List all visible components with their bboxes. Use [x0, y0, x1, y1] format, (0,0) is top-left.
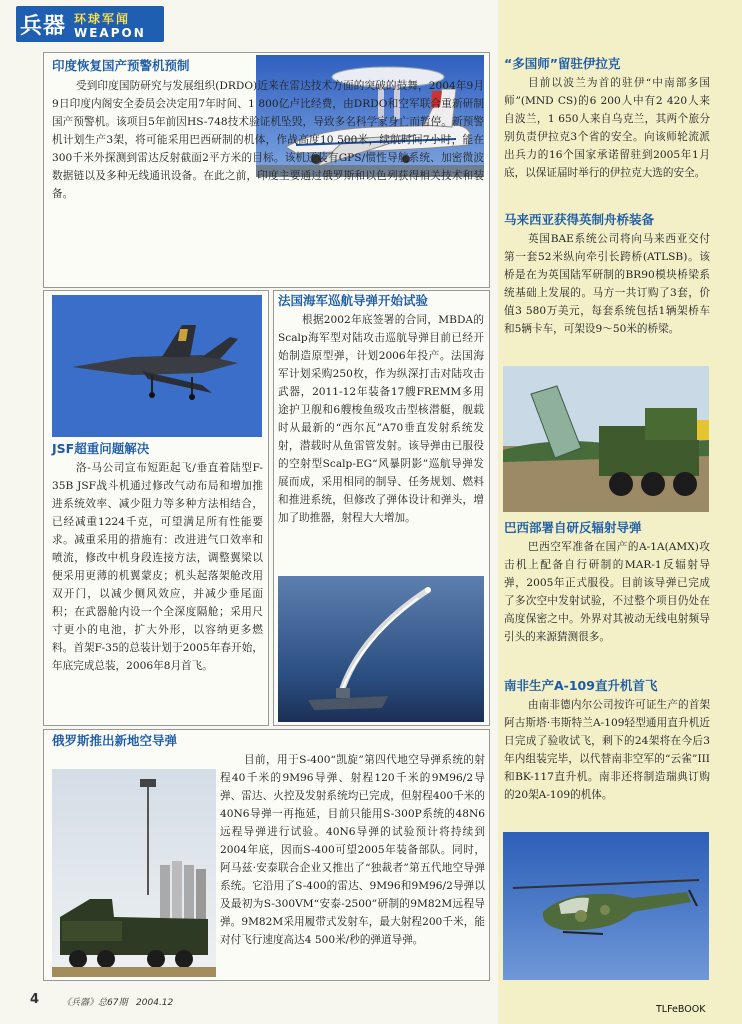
- article-body-jsf: 洛-马公司宣布短距起飞/垂直着陆型F-35B JSF战斗机通过修改气动布局和增加推进系统效率、减少阻力等多种方法相结合，已经减重1224千克，可望满足所有性能要求。减重采用的措施有：改进进气口效率和喷流，修改中机身段连接方法，调整翼梁以便采用更薄的机翼蒙皮；机头起落架舱改用双开门，以减少侧风效应，并减少垂尾面积；在武器舱内设一个全深度隔舱；采用尺寸更小的电池，扩大外形，以容纳更多燃料。首架F-35的总装计划于2005年春开始，年底完成总装，2006年8月首飞。: [52, 462, 263, 672]
- article-body-russia: 目前，用于S-400“凯旋”第四代地空导弹系统的射程40千米的9M96导弹、射程120千米的9M96/2导弹、雷达、火控及发射系统均已完成，但射程400千米的40N6导弹一再拖延，目前只能用S-300P系统的48N6远程导弹进行试验。40N6导弹的试验预计将持续到2004年底，因而S-400可望2005年装备部队。同时，阿马兹·安泰联合企业又推出了“独裁者”第五代地空导弹系统。它沿用了S-400的雷达、9M96和9M96/2导弹以及最初为S-300VM“安泰-2500”研制的9M82M远程导弹。9M82M采用履带式发射车，最大射程200千米，能对付飞行速度高达4 500米/秒的弹道导弹。: [220, 754, 485, 946]
- article-body-france: 根据2002年底签署的合同，MBDA的Scalp海军型对陆攻击巡航导弹目前已经开始制造原型弹，计划2006年投产。法国海军计划采购250枚，作为纵深打击对陆攻击武器，2011-12年装备17艘FREMM多用途护卫舰和6艘梭鱼级攻击型核潜艇，舰载时从最新的“西尔瓦”A70垂直发射系统发射，潜载时从鱼雷管发射。该导弹由已服役的空射型Scalp-EG“风暴阴影”巡航导弹发展而成，采用相同的制导、任务规划、燃料和推进系统，但修改了弹体设计和弹头，增加了助推器，射程大大增加。: [278, 314, 484, 524]
- article-title-brazil: 巴西部署自研反辐射导弹: [504, 520, 642, 535]
- article-body-brazil: 巴西空军准备在国产的A-1A(AMX)攻击机上配备自行研制的MAR-1反辐射导弹，2005年正式服役。目前该导弹已完成了多次空中发射试验，不过整个项目仍处在高度保密之中。外界对其被动无线电射频导引头的来源猜测很多。: [504, 541, 710, 643]
- magazine-logo: [16, 6, 164, 42]
- logo-section-name: 环球军闻: [74, 12, 131, 26]
- article-title-poland: “多国师”留驻伊拉克: [504, 56, 621, 71]
- article-body-south-africa: 由南非德内尔公司按许可证生产的首架阿古斯塔·韦斯特兰A-109轻型通用直升机近日完成了验收试飞，剩下的24架将在今后3年内组装完毕，以代替南非空军的“云雀”III和BK-117直升机。南非还将制造瑞典订购的20架A-109的机体。: [504, 699, 710, 801]
- a109-helicopter-photo: [503, 832, 709, 980]
- f35b-jet-photo: [52, 295, 262, 437]
- article-body-india: 受到印度国防研究与发展组织(DRDO)近来在雷达技术方面的突破的鼓舞，2004年9月9日印度内阁安全委员会决定用7年时间、1 800亿卢比经费，由DRDO和空军联合重新研制国产预警机。该项目5年前因HS-748技术验证机坠毁，导致多名科学家身亡而暂停。新预警机计划生产3架，将可能采用巴西研制的机体，作战高度10 500米，续航时间7小时，能在300千米外探测到雷达反射截面2平方米的目标。该机还装有GPS/惯性导航系统、加密微波数据链以及多种无线通讯设备。在此之前，印度主要通过俄罗斯和以色列获得相关技术和装备。: [52, 80, 484, 200]
- missile-launch-photo: [278, 576, 484, 722]
- article-body-poland: 目前以波兰为首的驻伊“中南部多国师”(MND CS)的6 200人中有2 420人来自波兰，1 650人来自乌克兰，其两个旅分别负责伊拉克3个省的安全。向该师轮流派出兵力的16个国家承诺留驻到2005年1月底，以保证届时举行的伊拉克大选的安全。: [504, 77, 710, 179]
- logo-chinese: 兵器: [20, 14, 67, 39]
- article-title-russia: 俄罗斯推出新地空导弹: [52, 733, 178, 748]
- logo-english: WEAPON: [74, 26, 146, 40]
- page-number: 4: [30, 992, 40, 1007]
- article-title-south-africa: 南非生产A-109直升机首飞: [504, 678, 658, 693]
- article-title-india: 印度恢复国产预警机预制: [52, 58, 190, 73]
- watermark: TLFeBOOK: [656, 1004, 706, 1015]
- bridge-launcher-truck-photo: [503, 366, 709, 512]
- article-title-malaysia: 马来西亚获得英制舟桥装备: [504, 212, 655, 227]
- article-title-france: 法国海军巡航导弹开始试验: [278, 293, 429, 308]
- article-title-jsf: JSF超重问题解决: [52, 441, 150, 456]
- issue-info: 《兵器》总67期 2004.12: [62, 998, 174, 1008]
- article-body-malaysia: 英国BAE系统公司将向马来西亚交付第一套52米纵向牵引长跨桥(ATLSB)。该桥是在为英国陆军研制的BR90模块桥梁系统基础上发展的。马方一共订购了3套，价值3 580万美元，每套系统包括1辆架桥车和5辆卡车，可架设9～50米的桥梁。: [504, 233, 710, 335]
